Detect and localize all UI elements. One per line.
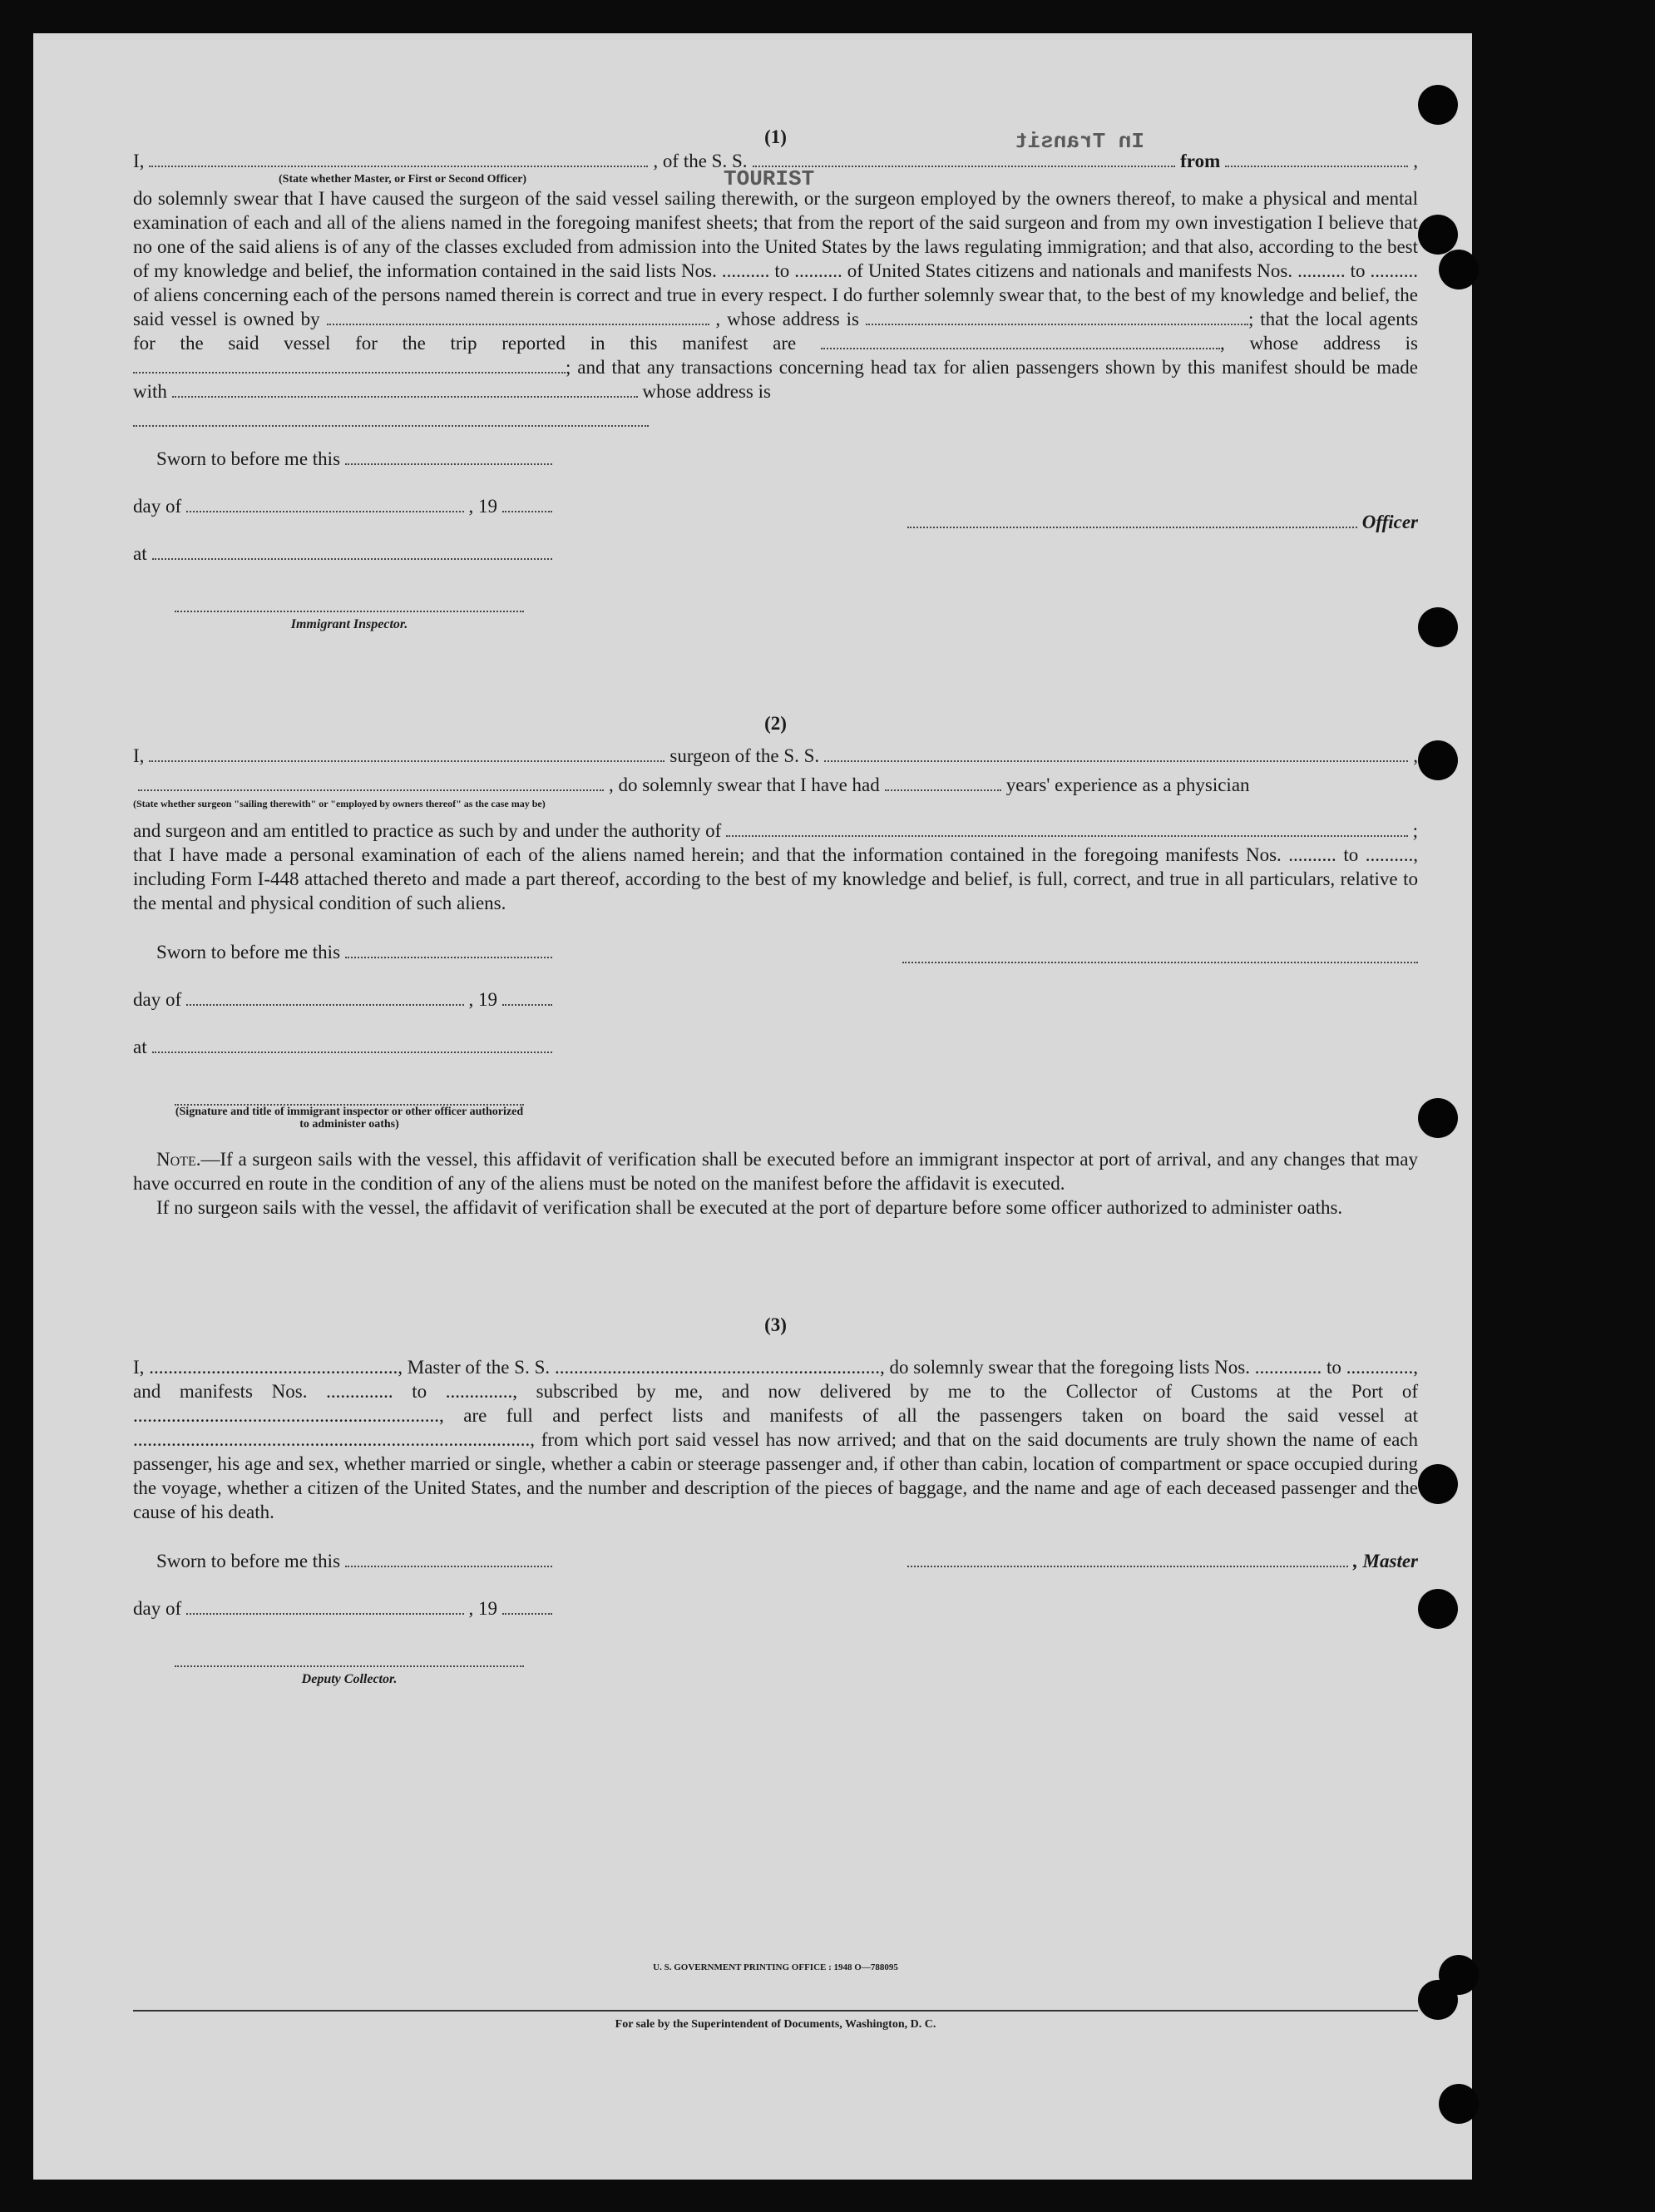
section-2-ss-label: surgeon of the S. S. [669,745,820,766]
deputy-collector-label: Deputy Collector. [301,1672,398,1686]
section-2-years: years' experience as a physician [1005,774,1250,795]
at-label-1: at [133,543,147,564]
section-1-caption: (State whether Master, or First or Second Officer) [279,173,527,186]
footer-text: For sale by the Superintendent of Documents, Washington, D. C. [615,2018,936,2031]
punch-hole [1418,1980,1458,2020]
day-of-label-3: day of [133,1598,182,1619]
day-of-label-2: day of [133,989,182,1010]
in-transit-stamp: In Transit [1015,129,1145,154]
officer-authorized-signature-line[interactable] [175,1082,524,1106]
day-of-label-1: day of [133,496,182,517]
surgeon-vessel-field[interactable] [824,744,1408,762]
sworn-day-field-2[interactable] [345,940,552,958]
tourist-stamp: TOURIST [724,166,815,191]
punch-hole [1439,2084,1479,2124]
punch-hole [1418,1589,1458,1629]
year-label-2: , 19 [468,989,497,1010]
section-2-line2 [133,773,1418,797]
punch-hole [1439,250,1479,289]
section-3-number: (3) [764,1314,787,1335]
section-1-body: do solemnly swear that I have caused the surgeon of the said vessel sailing therewith, or the surgeon employed by the owners thereof, to make a physical and mental examination of each and all of the aliens named in the foregoing manifest sheets; that from the report of the said surgeon and from my own investigation I believe that no one of the said aliens is of any of the classes excluded from admission into the United States by the laws regulating immigration; and that also, according to the best of my knowledge and belief, the information contained in the said lists Nos. .......... to .......... of United States citizens and nationals and manifests Nos. .......... to .......... of aliens concerning each of the persons named therein is correct and true in every respect. I do further solemnly swear that, to the best of my knowledge and belief, the said vessel is owned by , whose address is ; that the local agents for the said vessel for the trip reported in this manifest are , whose address is ; and that any transactions concerning head tax for alien passengers shown by this manifest should be made with whose address is [133,188,1419,402]
section-3-body: I, ...................................................., Master of the S. S. ...................................................................., do solemnly swear that the foregoing lists Nos. .............. to .............., and manifests Nos. .............. to .............., subscribed by me, and now delivered by me to the Collector of Customs at the Port of ................................................................, are full and perfect lists and manifests of all the passengers taken on board the said vessel at ..................................................................................., from which port said vessel has now arrived; and that on the said documents are truly shown the name of each passenger, his age and sex, whether married or single, whether a cabin or steerage passenger and, if other than cabin, location of compartment or space occupied during the voyage, whether a citizen of the United States, and the number and description of the pieces of baggage, and the name and age of each deceased passenger and the cause of his death. [133,1357,1418,1522]
section-2-note-2: If no surgeon sails with the vessel, the affidavit of verification shall be executed at the port of departure before some officer authorized to administer oaths. [156,1197,1343,1218]
sworn-label-1: Sworn to before me this [156,448,341,469]
year-label-1: , 19 [468,496,497,517]
punch-hole [1418,607,1458,647]
years-experience-field[interactable] [885,773,1001,791]
month-field-1[interactable] [186,494,463,512]
punch-hole [1418,740,1458,780]
section-2-note-1: Note.—If a surgeon sails with the vessel, this affidavit of verification shall be executed before an immigrant inspector at port of arrival, and any changes that may have occurred en route in the condition of any of the aliens must be noted on the manifest before the affidavit is executed. [133,1149,1418,1194]
head-tax-address-field[interactable] [133,403,649,427]
section-1-i: I, [133,151,145,171]
section-2-sig-caption: (Signature and title of immigrant inspector or other officer authorized to administer oaths) [175,1106,524,1131]
section-2-body: that I have made a personal examination of each of the aliens named herein; and that the information contained in the foregoing manifests Nos. .......... to .........., including Form I-448 attached thereto and made a part thereof, according to the best of my knowledge and belief, is full, correct, and true in all particulars, relative to the mental and physical condition of such aliens. [133,844,1418,913]
year-field-3[interactable] [502,1596,552,1615]
gpo-imprint: U. S. GOVERNMENT PRINTING OFFICE : 1948 O—788095 [653,1962,898,1972]
year-field-1[interactable] [502,494,552,512]
section-2-body-start: and surgeon and am entitled to practice as such by and under the authority of [133,820,722,841]
from-port-field[interactable] [1225,149,1408,167]
at-place-field-2[interactable] [152,1035,552,1053]
officer-name-field[interactable] [149,149,648,167]
section-1-line1: I, , of the S. S. from , [133,151,1418,171]
surgeon-signature-line[interactable] [902,940,1418,963]
document-page [33,33,1472,2180]
month-field-3[interactable] [186,1596,463,1615]
sworn-label-2: Sworn to before me this [156,942,341,962]
punch-hole [1418,1464,1458,1504]
footer-divider [133,2010,1418,2012]
punch-hole [1418,215,1458,255]
agents-address-field[interactable] [133,357,566,374]
year-field-2[interactable] [502,987,552,1006]
master-label: , Master [1353,1551,1418,1571]
inspector-signature-line[interactable] [175,589,524,612]
at-place-field-1[interactable] [152,542,552,560]
sworn-day-field-1[interactable] [345,447,552,465]
surgeon-type-field[interactable] [138,773,604,791]
section-2-line1: I, surgeon of the S. S. , [133,745,1418,766]
agents-field[interactable] [821,333,1220,349]
punch-hole [1418,1098,1458,1138]
month-field-2[interactable] [186,987,463,1006]
owner-field[interactable] [327,309,709,325]
officer-label: Officer [1361,512,1418,532]
sworn-label-3: Sworn to before me this [156,1551,341,1571]
section-1-number: (1) [764,126,787,147]
section-2-caption: (State whether surgeon "sailing therewith" or "employed by owners thereof" as the case may be) [133,798,546,809]
affidavit-content: (1) I, , of the S. S. from , (State whether Master, or First or Second Officer) do solemnly swear that I have caused the surgeon of the said vessel sailing therewith, or the surgeon employed by the owners thereof, to make a physical and mental examination of each and all of the aliens named in the foregoing manifest sheets; that from the report of the said surgeon and from my own investigation I believe that no one of the said aliens is of any of the classes excluded from admission into the United States by the laws regulating immigration; and that also, according to the best of my knowledge and belief, the information contained in the said lists Nos. .......... to .......... of United States citizens and nationals and manifests Nos. .......... to .......... of aliens concerning each of the persons named therein is correct and true in every respect. I do further solemnly swear that, to the best of my knowledge and belief, the said vessel is owned by , whose address is ; that the local agents for the said vessel for the trip reported in this manifest are , whose address is ; and that any transactions concerning head tax for alien passengers shown by this manifest should be made with whose address is Sworn to before me this day of , 19 at Immigrant Inspector. Officer (2) I, surgeon of the S. S. , , do solemnly swear that I have had years' experience as a physician (State whether surgeon "sailing therewith" or "employed by owners thereof" as the case may be) and surgeon and am entitled to practice as such by and under the authority of ; that I have made a personal examination of each of the aliens named herein; and that the information contained in the foregoing manifests Nos. .......... to .........., including Form I-448 attached thereto and made a part thereof, according to the best of my knowledge and belief, is full, correct, and true in all particulars, relative to the mental and physical condition of such aliens. Sworn to before me this day of , 19 at (Signature and title of immigrant inspector or other officer authorized to administer oaths) Note.—If a surgeon sails with the vessel, this affidavit of verification shall be executed before an immigrant inspector at port of arrival, and any changes that may have occurred en route in the condition of any of the aliens must be noted on the manifest before the affidavit is executed. If no surgeon sails with the vessel, the affidavit of verification shall be executed at the port of departure before some officer authorized to administer oaths. (3) I, ...................................................., Master of the S. S. ...................................................................., do solemnly swear that the foregoing lists Nos. .............. to .............., and manifests Nos. .............. to .............., subscribed by me, and now delivered by me to the Collector of Customs at the Port of ................................................................, are full and perfect lists and manifests of all the passengers taken on board the said vessel at ..................................................................................., from which port said vessel has now arrived; and that on the said documents are truly shown the name of each passenger, his age and sex, whether married or single, whether a cabin or steerage passenger and, if other than cabin, location of compartment or space occupied during the voyage, whether a citizen of the United States, and the number and description of the pieces of baggage, and the name and age of each deceased passenger and the cause of his death. Sworn to before me this day of , 19 Deputy Collector. , Master [133,141,1418,1691]
officer-signature-line[interactable] [907,510,1357,528]
surgeon-name-field[interactable] [149,744,664,762]
year-label-3: , 19 [468,1598,497,1619]
vessel-name-field[interactable] [753,149,1176,167]
owner-address-field[interactable] [866,309,1248,325]
sworn-day-field-3[interactable] [345,1549,552,1567]
at-label-2: at [133,1037,147,1057]
authority-field[interactable] [726,819,1407,837]
immigrant-inspector-label: Immigrant Inspector. [290,617,408,631]
section-1-ss-label: , of the S. S. [653,151,748,171]
section-1-from-label: from [1180,151,1221,171]
punch-hole [1418,85,1458,125]
deputy-signature-line[interactable] [175,1644,524,1667]
section-2-number: (2) [764,713,787,734]
head-tax-field[interactable] [172,381,638,398]
master-signature-line[interactable] [907,1549,1348,1567]
section-2-i: I, [133,745,145,766]
section-2-swear: , do solemnly swear that I have had [609,774,880,795]
